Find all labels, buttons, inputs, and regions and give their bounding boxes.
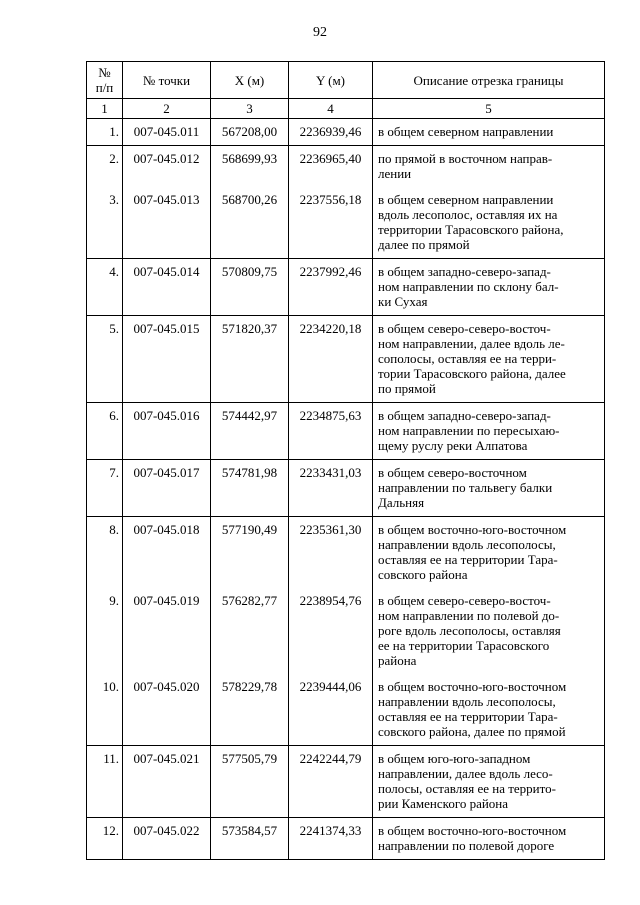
row-number: 10. — [87, 674, 123, 746]
row-number: 1. — [87, 119, 123, 146]
column-number: 3 — [211, 99, 289, 119]
description-text: в общем северо-восточном направлении по тальвегу балки Дальняя — [378, 465, 553, 510]
point-id: 007-045.012 — [123, 146, 211, 188]
column-number: 4 — [289, 99, 373, 119]
row-number: 8. — [87, 517, 123, 589]
point-id: 007-045.018 — [123, 517, 211, 589]
description-text: в общем северо-северо-восточ- ном направлении, далее вдоль ле- сополосы, оставляя ее на терри- тории Тарасовского района, далее по прямой — [378, 321, 566, 396]
x-coordinate: 567208,00 — [211, 119, 289, 146]
description-text: по прямой в восточном направ- лении — [378, 151, 553, 181]
boundary-table — [86, 61, 605, 860]
table-row — [87, 119, 605, 146]
segment-description — [373, 517, 605, 589]
row-number: 6. — [87, 403, 123, 460]
row-number: 5. — [87, 316, 123, 403]
description-text: в общем северо-северо-восточ- ном направлении по полевой до- роге вдоль лесополосы, оставляя ее на территории Тарасовского района — [378, 593, 561, 668]
description-text: в общем восточно-юго-восточном направлении вдоль лесополосы, оставляя ее на территории Тара- совского района, далее по прямой — [378, 679, 567, 739]
row-number: 3. — [87, 187, 123, 259]
row-number: 2. — [87, 146, 123, 188]
column-number: 5 — [373, 99, 605, 119]
table-row — [87, 818, 605, 860]
header-point: № точки — [123, 62, 211, 99]
y-coordinate: 2239444,06 — [289, 674, 373, 746]
x-coordinate: 573584,57 — [211, 818, 289, 860]
header-x: X (м) — [211, 62, 289, 99]
segment-description — [373, 818, 605, 860]
point-id: 007-045.021 — [123, 746, 211, 818]
point-id: 007-045.016 — [123, 403, 211, 460]
row-number: 9. — [87, 588, 123, 674]
point-id: 007-045.020 — [123, 674, 211, 746]
description-text: в общем юго-юго-западном направлении, далее вдоль лесо- полосы, оставляя ее на террито- рии Каменского района — [378, 751, 556, 811]
y-coordinate: 2234875,63 — [289, 403, 373, 460]
table-row — [87, 187, 605, 259]
segment-description — [373, 403, 605, 460]
y-coordinate: 2235361,30 — [289, 517, 373, 589]
y-coordinate: 2236965,40 — [289, 146, 373, 188]
segment-description — [373, 119, 605, 146]
table-row — [87, 517, 605, 589]
table-row — [87, 259, 605, 316]
point-id: 007-045.017 — [123, 460, 211, 517]
x-coordinate: 570809,75 — [211, 259, 289, 316]
x-coordinate: 571820,37 — [211, 316, 289, 403]
segment-description — [373, 146, 605, 188]
x-coordinate: 574781,98 — [211, 460, 289, 517]
description-text: в общем северном направлении вдоль лесополос, оставляя их на территории Тарасовского района, далее по прямой — [378, 192, 564, 252]
x-coordinate: 578229,78 — [211, 674, 289, 746]
point-id: 007-045.014 — [123, 259, 211, 316]
x-coordinate: 574442,97 — [211, 403, 289, 460]
description-text: в общем западно-северо-запад- ном направлении по склону бал- ки Сухая — [378, 264, 559, 309]
x-coordinate: 568700,26 — [211, 187, 289, 259]
point-id: 007-045.013 — [123, 187, 211, 259]
y-coordinate: 2242244,79 — [289, 746, 373, 818]
row-number: 11. — [87, 746, 123, 818]
column-number-row — [87, 99, 605, 119]
x-coordinate: 568699,93 — [211, 146, 289, 188]
segment-description — [373, 588, 605, 674]
point-id: 007-045.015 — [123, 316, 211, 403]
y-coordinate: 2233431,03 — [289, 460, 373, 517]
column-number: 1 — [87, 99, 123, 119]
y-coordinate: 2241374,33 — [289, 818, 373, 860]
y-coordinate: 2237992,46 — [289, 259, 373, 316]
header-y: Y (м) — [289, 62, 373, 99]
point-id: 007-045.022 — [123, 818, 211, 860]
table-row — [87, 460, 605, 517]
header-row — [87, 62, 605, 99]
segment-description — [373, 316, 605, 403]
x-coordinate: 577505,79 — [211, 746, 289, 818]
description-text: в общем западно-северо-запад- ном направлении по пересыхаю- щему руслу реки Алпатова — [378, 408, 560, 453]
table-row — [87, 674, 605, 746]
description-text: в общем восточно-юго-восточном направлении по полевой дороге — [378, 823, 567, 853]
header-num: № п/п — [87, 62, 123, 99]
header-description: Описание отрезка границы — [373, 62, 605, 99]
segment-description — [373, 460, 605, 517]
page-number: 92 — [313, 25, 327, 40]
table-row — [87, 746, 605, 818]
point-id: 007-045.019 — [123, 588, 211, 674]
y-coordinate: 2234220,18 — [289, 316, 373, 403]
segment-description — [373, 746, 605, 818]
table-row — [87, 146, 605, 188]
x-coordinate: 577190,49 — [211, 517, 289, 589]
row-number: 7. — [87, 460, 123, 517]
description-text: в общем северном направлении — [378, 124, 554, 139]
y-coordinate: 2237556,18 — [289, 187, 373, 259]
y-coordinate: 2236939,46 — [289, 119, 373, 146]
row-number: 12. — [87, 818, 123, 860]
x-coordinate: 576282,77 — [211, 588, 289, 674]
table-row — [87, 588, 605, 674]
segment-description — [373, 259, 605, 316]
column-number: 2 — [123, 99, 211, 119]
table-row — [87, 403, 605, 460]
table-row — [87, 316, 605, 403]
y-coordinate: 2238954,76 — [289, 588, 373, 674]
row-number: 4. — [87, 259, 123, 316]
segment-description — [373, 674, 605, 746]
point-id: 007-045.011 — [123, 119, 211, 146]
segment-description — [373, 187, 605, 259]
description-text: в общем восточно-юго-восточном направлении вдоль лесополосы, оставляя ее на территории Тара- совского района — [378, 522, 567, 582]
